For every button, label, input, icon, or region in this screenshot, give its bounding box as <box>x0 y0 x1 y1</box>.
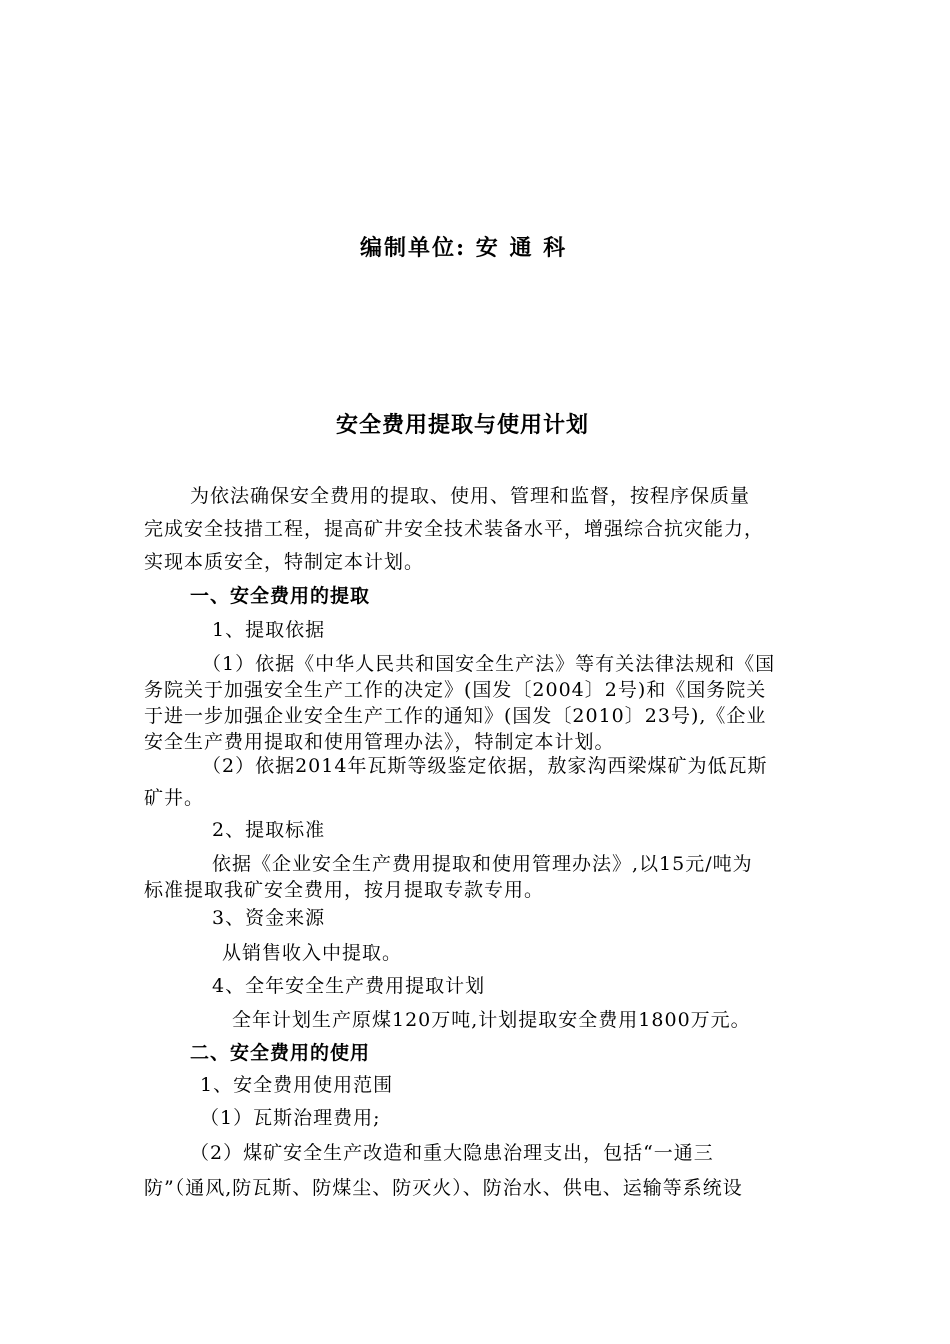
subsection-heading: 1、安全费用使用范围 <box>200 1074 394 1096</box>
compiler-unit: 编制单位: 安 通 科 <box>360 235 568 261</box>
section-heading: 二、安全费用的使用 <box>190 1042 371 1064</box>
section-heading: 一、安全费用的提取 <box>190 585 371 607</box>
paragraph-line: 为依法确保安全费用的提取、使用、管理和监督，按程序保质量 <box>190 485 751 507</box>
paragraph-line: 完成安全技措工程，提高矿井安全技术装备水平，增强综合抗灾能力， <box>144 518 765 540</box>
paragraph-line: 矿井。 <box>144 787 205 809</box>
subsection-heading: 1、提取依据 <box>212 619 326 641</box>
paragraph-line: 从销售收入中提取。 <box>222 942 403 964</box>
paragraph-line: （1）瓦斯治理费用; <box>200 1107 381 1129</box>
subsection-heading: 3、资金来源 <box>212 907 326 929</box>
paragraph-line: （2）煤矿安全生产改造和重大隐患治理支出，包括“一通三 <box>190 1142 714 1164</box>
subsection-heading: 2、提取标准 <box>212 819 326 841</box>
paragraph-line: 标准提取我矿安全费用，按月提取专款专用。 <box>144 879 545 901</box>
paragraph-line: 实现本质安全，特制定本计划。 <box>144 551 425 573</box>
paragraph-line: 防”（通风,防瓦斯、防煤尘、防灭火）、防治水、供电、运输等系统设 <box>144 1177 743 1199</box>
subsection-heading: 4、全年安全生产费用提取计划 <box>212 975 486 997</box>
paragraph-line: （2）依据2014年瓦斯等级鉴定依据，敖家沟西梁煤矿为低瓦斯 <box>202 755 768 777</box>
paragraph-line: 安全生产费用提取和使用管理办法》，特制定本计划。 <box>144 731 615 753</box>
paragraph-line: 务院关于加强安全生产工作的决定》(国发〔2004〕2号)和《国务院关 <box>144 679 767 701</box>
paragraph-line: 依据《企业安全生产费用提取和使用管理办法》,以15元/吨为 <box>212 853 753 875</box>
document-title: 安全费用提取与使用计划 <box>336 412 590 438</box>
paragraph-line: （1）依据《中华人民共和国安全生产法》等有关法律法规和《国 <box>202 653 776 675</box>
paragraph-line: 全年计划生产原煤120万吨,计划提取安全费用1800万元。 <box>232 1009 751 1031</box>
paragraph-line: 于进一步加强企业安全生产工作的通知》(国发〔2010〕23号),《企业 <box>144 705 767 727</box>
